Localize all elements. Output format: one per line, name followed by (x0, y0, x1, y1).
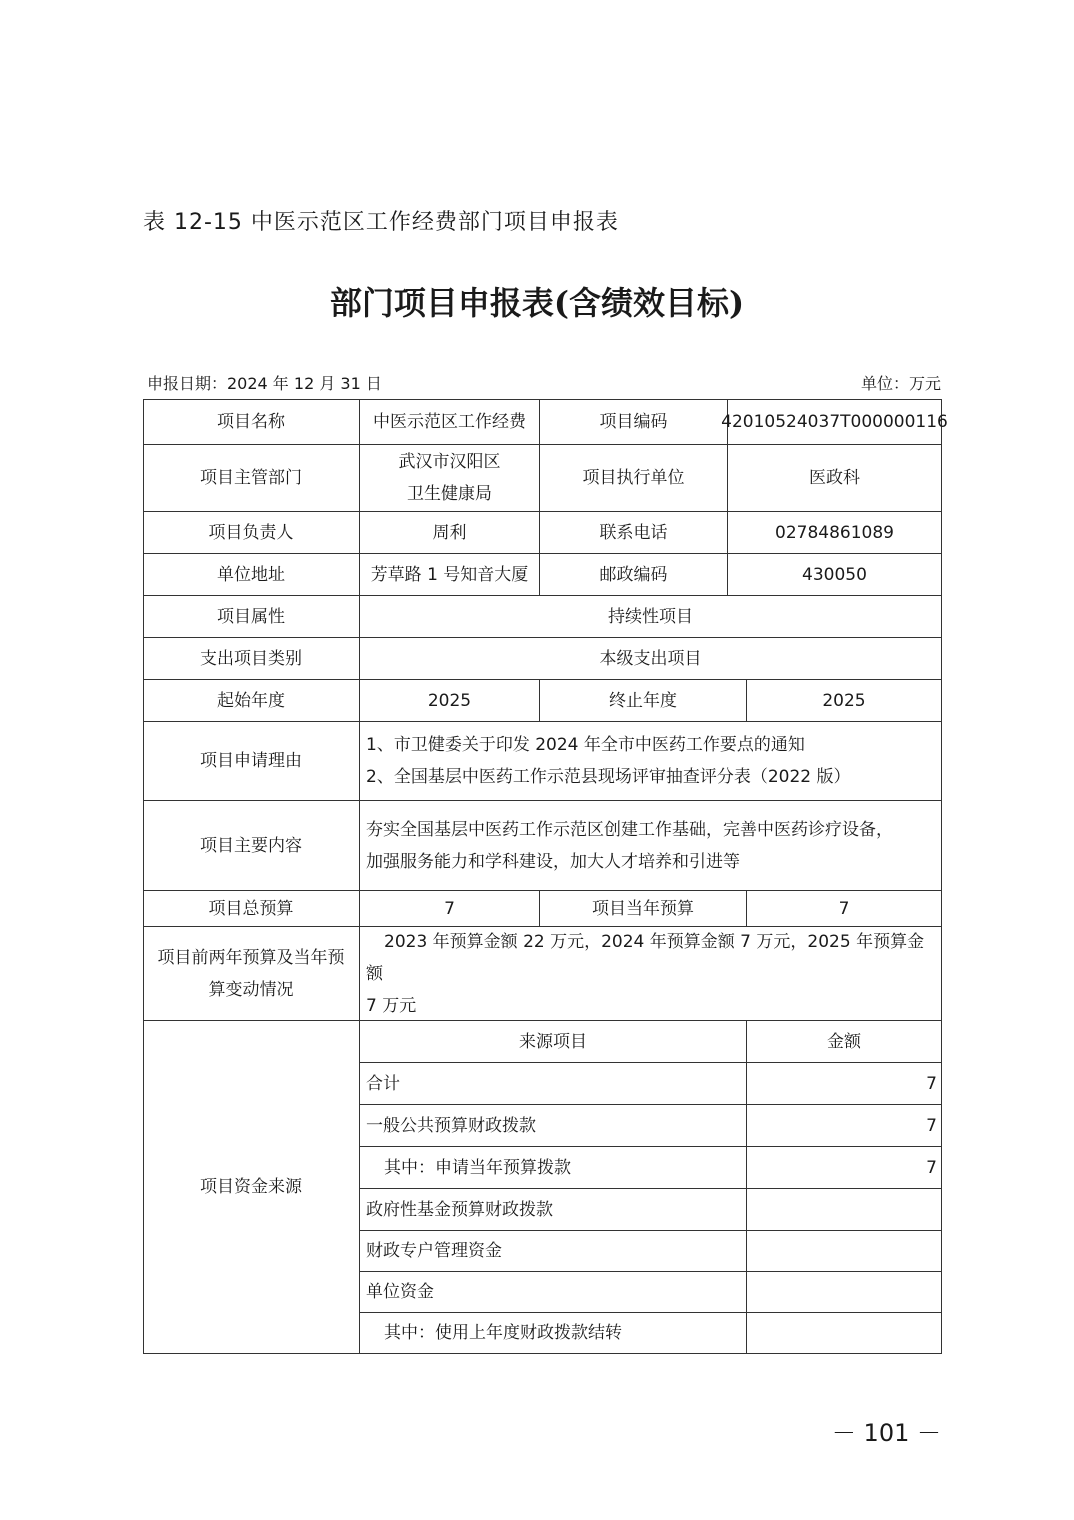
project-name-value: 中医示范区工作经费 (360, 399, 540, 445)
funding-row-amount (747, 1231, 942, 1272)
reason-label: 项目申请理由 (143, 722, 360, 801)
funding-row-amount (747, 1313, 942, 1354)
reason-line-2: 2、全国基层中医药工作示范县现场评审抽查评分表（2022 版） (366, 767, 851, 787)
history-line-1: 2023 年预算金额 22 万元，2024 年预算金额 7 万元，2025 年预算金额 (366, 931, 925, 984)
address-value: 芳草路 1 号知音大厦 (360, 554, 540, 596)
total-budget-value: 7 (360, 891, 540, 927)
category-label: 支出项目类别 (143, 638, 360, 680)
dept-label: 项目主管部门 (143, 445, 360, 512)
page-title: 部门项目申报表(含绩效目标) (329, 284, 745, 322)
leader-label: 项目负责人 (143, 512, 360, 554)
dept-line-2: 卫生健康局 (407, 484, 492, 504)
funding-label: 项目资金来源 (143, 1021, 360, 1354)
funding-row-name: 合计 (360, 1063, 747, 1105)
dept-line-1: 武汉市汉阳区 (398, 452, 501, 472)
history-label-line-1: 项目前两年预算及当年预 (157, 947, 345, 968)
exec-unit-label: 项目执行单位 (540, 445, 728, 512)
postcode-label: 邮政编码 (540, 554, 728, 596)
funding-row-name: 政府性基金预算财政拨款 (360, 1189, 747, 1231)
end-year-label: 终止年度 (540, 680, 747, 722)
year-budget-label: 项目当年预算 (540, 891, 747, 927)
page-number: － 101 － (831, 1419, 941, 1447)
report-date: 申报日期：2024 年 12 月 31 日 (147, 374, 382, 393)
leader-value: 周利 (360, 512, 540, 554)
reason-line-1: 1、市卫健委关于印发 2024 年全市中医药工作要点的通知 (366, 735, 805, 755)
funding-row-name: 财政专户管理资金 (360, 1231, 747, 1272)
attribute-label: 项目属性 (143, 596, 360, 638)
content-line-2: 加强服务能力和学科建设，加大人才培养和引进等 (366, 851, 740, 872)
year-budget-value: 7 (747, 891, 942, 927)
content-label: 项目主要内容 (143, 801, 360, 891)
reason-value (360, 722, 942, 801)
postcode-value: 430050 (728, 554, 942, 596)
table-caption: 表 12-15 中医示范区工作经费部门项目申报表 (143, 210, 619, 235)
category-value: 本级支出项目 (360, 638, 942, 680)
project-code-value: 42010524037T000000116 (728, 399, 942, 445)
funding-row-amount: 7 (747, 1063, 942, 1105)
project-code-label: 项目编码 (540, 399, 728, 445)
funding-row-name: 其中：申请当年预算拨款 (360, 1147, 747, 1189)
funding-row-amount: 7 (747, 1105, 942, 1147)
history-label-line-2: 算变动情况 (208, 979, 294, 1000)
start-year-value: 2025 (360, 680, 540, 722)
history-label (143, 927, 360, 1021)
phone-label: 联系电话 (540, 512, 728, 554)
funding-row-name: 其中：使用上年度财政拨款结转 (360, 1313, 747, 1354)
address-label: 单位地址 (143, 554, 360, 596)
dept-value (360, 445, 540, 512)
funding-row-name: 单位资金 (360, 1272, 747, 1313)
funding-row-amount (747, 1272, 942, 1313)
funding-row-amount: 7 (747, 1147, 942, 1189)
project-name-label: 项目名称 (143, 399, 360, 445)
funding-row-amount (747, 1189, 942, 1231)
exec-unit-value: 医政科 (728, 445, 942, 512)
phone-value: 02784861089 (728, 512, 942, 554)
start-year-label: 起始年度 (143, 680, 360, 722)
total-budget-label: 项目总预算 (143, 891, 360, 927)
history-value (360, 927, 942, 1021)
funding-row-name: 一般公共预算财政拨款 (360, 1105, 747, 1147)
content-value (360, 801, 942, 891)
end-year-value: 2025 (747, 680, 942, 722)
content-line-1: 夯实全国基层中医药工作示范区创建工作基础，完善中医药诊疗设备， (366, 819, 893, 840)
unit-label: 单位：万元 (860, 374, 941, 393)
attribute-value: 持续性项目 (360, 596, 942, 638)
funding-col-source: 来源项目 (360, 1021, 747, 1063)
funding-col-amount: 金额 (747, 1021, 942, 1063)
history-line-2: 7 万元 (366, 995, 417, 1016)
